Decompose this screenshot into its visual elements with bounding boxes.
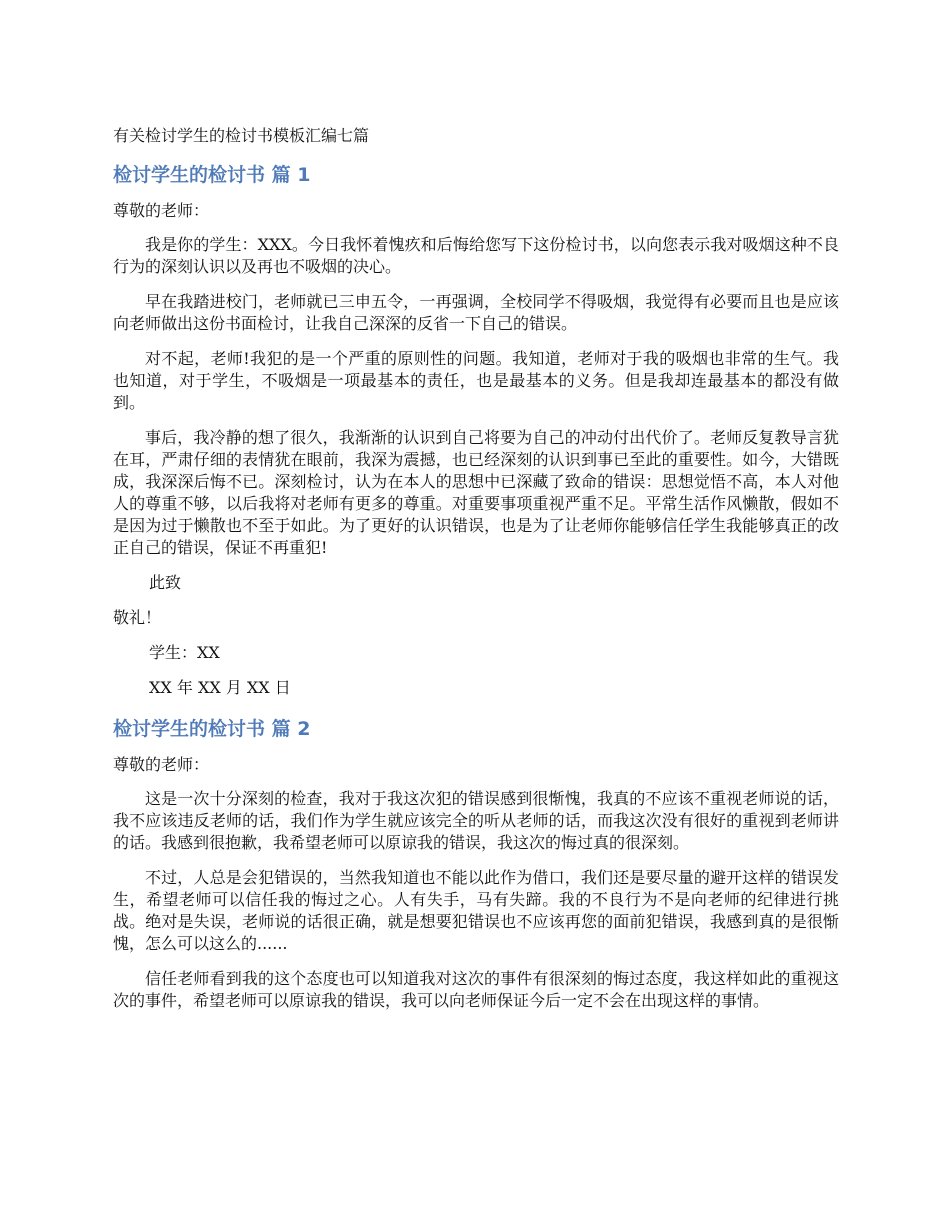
regards: 敬礼！: [113, 608, 162, 627]
paragraph: 这是一次十分深刻的检查，我对于我这次犯的错误感到很惭愧，我真的不应该不重视老师说的话，我不应该违反老师的话，我们作为学生就应该完全的听从老师的话，而我这次没有很好的重视到老师讲的话。我感到很抱歉，我希望老师可以原谅我的错误，我这次的悔过真的很深刻。: [113, 789, 839, 852]
section-1: [113, 162, 839, 699]
paragraph: 不过，人总是会犯错误的，当然我知道也不能以此作为借口，我们还是要尽量的避开这样的错误发生，希望老师可以信任我的悔过之心。人有失手，马有失蹄。我的不良行为不是向老师的纪律进行挑战。绝对是失误，老师说的话很正确，就是想要犯错误也不应该再您的面前犯错误，我感到真的是很惭愧，怎么可以这么的......: [113, 868, 839, 953]
salutation: 尊敬的老师：: [113, 201, 210, 220]
regards-intro: 此致: [149, 573, 182, 592]
section-2: [113, 716, 839, 1012]
paragraph: 早在我踏进校门，老师就已三申五令，一再强调，全校同学不得吸烟，我觉得有必要而且也是应该向老师做出这份书面检讨，让我自己深深的反省一下自己的错误。: [113, 292, 839, 333]
paragraph: 事后，我冷静的想了很久，我渐渐的认识到自己将要为自己的冲动付出代价了。老师反复教导言犹在耳，严肃仔细的表情犹在眼前，我深为震撼，也已经深刻的认识到事已至此的重要性。如今，大错既成，我深深后悔不已。深刻检讨，认为在本人的思想中已深藏了致命的错误：思想觉悟不高，本人对他人的尊重不够，以后我将对老师有更多的尊重。对重要事项重视严重不足。平常生活作风懒散，假如不是因为过于懒散也不至于如此。为了更好的认识错误，也是为了让老师你能够信任学生我能够真正的改正自己的错误，保证不再重犯!: [113, 428, 839, 557]
paragraph: 我是你的学生：XXX。今日我怀着愧疚和后悔给您写下这份检讨书，以向您表示我对吸烟这种不良行为的深刻认识以及再也不吸烟的决心。: [113, 235, 839, 276]
date: XX 年 XX 月 XX 日: [149, 678, 291, 697]
paragraph: 对不起，老师!我犯的是一个严重的原则性的问题。我知道，老师对于我的吸烟也非常的生气。我也知道，对于学生，不吸烟是一项最基本的责任，也是最基本的义务。但是我却连最基本的都没有做到。: [113, 349, 839, 412]
section-heading: 检讨学生的检讨书 篇 1: [113, 164, 311, 186]
salutation: 尊敬的老师：: [113, 755, 210, 774]
document-title: 有关检讨学生的检讨书模板汇编七篇: [113, 126, 370, 145]
signature: 学生：XX: [149, 643, 220, 662]
section-heading: 检讨学生的检讨书 篇 2: [113, 718, 311, 740]
paragraph: 信任老师看到我的这个态度也可以知道我对这次的事件有很深刻的悔过态度，我这样如此的重视这次的事件，希望老师可以原谅我的错误，我可以向老师保证今后一定不会在出现这样的事情。: [113, 969, 839, 1010]
document-page: [113, 124, 839, 1025]
